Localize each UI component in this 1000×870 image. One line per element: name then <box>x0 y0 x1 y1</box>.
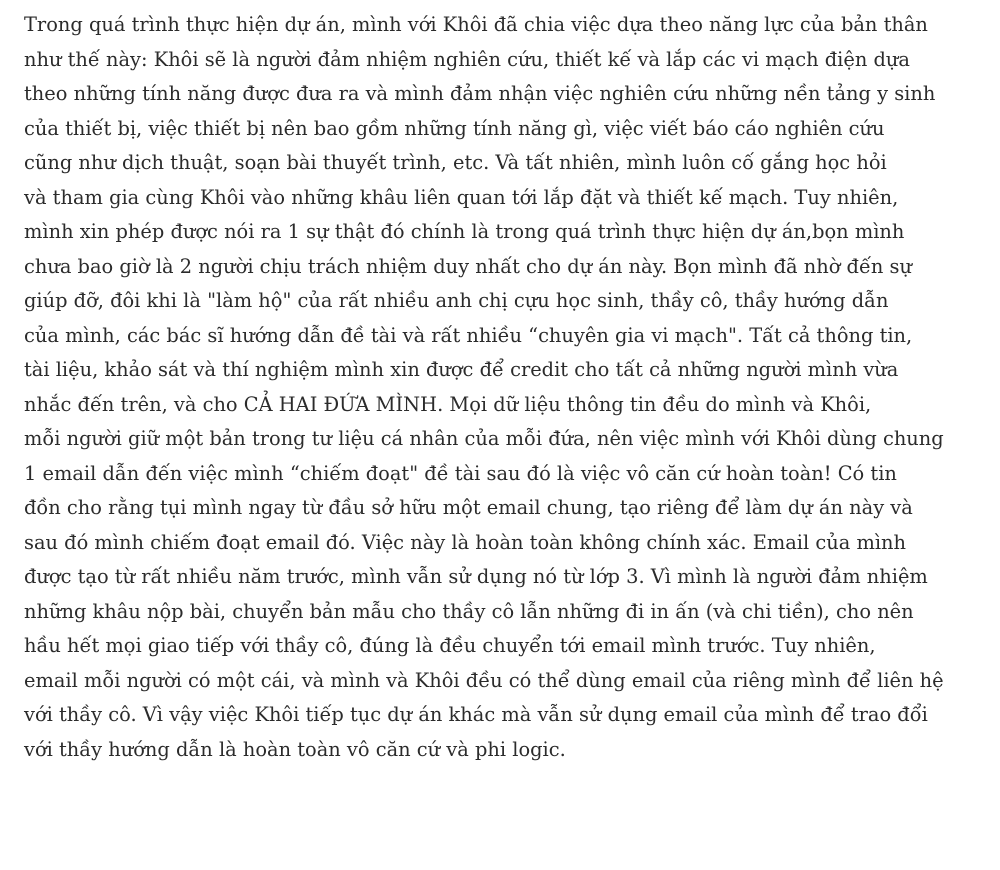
text-line: theo những tính năng được đưa ra và mình đảm nhận việc nghiên cứu những nền tảng y sinh <box>24 82 936 105</box>
text-line: giúp đỡ, đôi khi là "làm hộ" của rất nhiều anh chị cựu học sinh, thầy cô, thầy hướng dẫn <box>24 289 889 312</box>
text-line: được tạo từ rất nhiều năm trước, mình vẫn sử dụng nó từ lớp 3. Vì mình là người đảm nhiệm <box>24 565 928 588</box>
text-line: những khâu nộp bài, chuyển bản mẫu cho thầy cô lẫn những đi in ấn (và chi tiền), cho nên <box>24 599 914 623</box>
text-line: mỗi người giữ một bản trong tư liệu cá nhân của mỗi đứa, nên việc mình với Khôi dùng chung <box>24 427 944 450</box>
text-line: đồn cho rằng tụi mình ngay từ đầu sở hữu một email chung, tạo riêng để làm dự án này và <box>24 496 913 519</box>
text-line: của mình, các bác sĩ hướng dẫn đề tài và rất nhiều “chuyên gia vi mạch". Tất cả thông tin, <box>24 323 913 347</box>
body-paragraph <box>24 8 976 767</box>
text-line: với thầy cô. Vì vậy việc Khôi tiếp tục dự án khác mà vẫn sử dụng email của mình để trao đổi <box>24 703 928 726</box>
text-line: của thiết bị, việc thiết bị nên bao gồm những tính năng gì, việc viết báo cáo nghiên cứu <box>24 116 885 140</box>
text-line: email mỗi người có một cái, và mình và Khôi đều có thể dùng email của riêng mình để liên hệ <box>24 668 944 692</box>
text-line: chưa bao giờ là 2 người chịu trách nhiệm duy nhất cho dự án này. Bọn mình đã nhờ đến sự <box>24 254 912 278</box>
text-line: hầu hết mọi giao tiếp với thầy cô, đúng là đều chuyển tới email mình trước. Tuy nhiên, <box>24 634 876 657</box>
text-line: nhắc đến trên, và cho CẢ HAI ĐỨA MÌNH. Mọi dữ liệu thông tin đều do mình và Khôi, <box>24 392 872 416</box>
text-line: tài liệu, khảo sát và thí nghiệm mình xin được để credit cho tất cả những người mình vừa <box>24 358 899 381</box>
text-line: như thế này: Khôi sẽ là người đảm nhiệm nghiên cứu, thiết kế và lắp các vi mạch điện dựa <box>24 47 910 71</box>
text-line: 1 email dẫn đến việc mình “chiếm đoạt" đề tài sau đó là việc vô căn cứ hoàn toàn! Có tin <box>24 461 897 485</box>
text-line: Trong quá trình thực hiện dự án, mình với Khôi đã chia việc dựa theo năng lực của bản thân <box>24 13 928 36</box>
text-line: với thầy hướng dẫn là hoàn toàn vô căn cứ và phi logic. <box>24 737 566 761</box>
text-line: mình xin phép được nói ra 1 sự thật đó chính là trong quá trình thực hiện dự án,bọn mình <box>24 220 905 243</box>
text-line: và tham gia cùng Khôi vào những khâu liên quan tới lắp đặt và thiết kế mạch. Tuy nhiên, <box>24 185 899 209</box>
text-line: cũng như dịch thuật, soạn bài thuyết trình, etc. Và tất nhiên, mình luôn cố gắng học hỏi <box>24 151 887 174</box>
text-line: sau đó mình chiếm đoạt email đó. Việc này là hoàn toàn không chính xác. Email của mình <box>24 530 907 554</box>
